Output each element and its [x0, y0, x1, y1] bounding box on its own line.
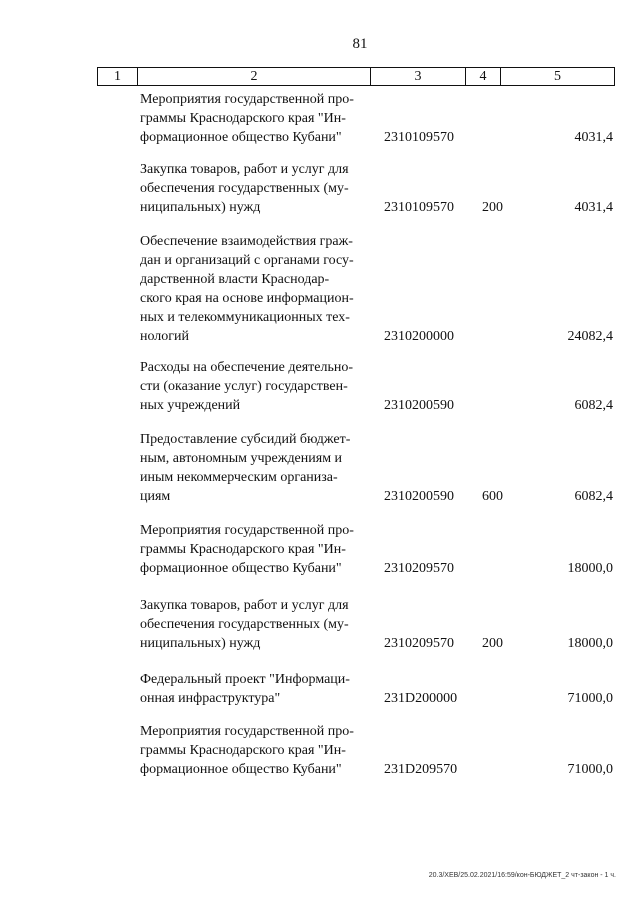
row-code: 2310109570 [384, 200, 454, 215]
row-name: Предоставление субсидий бюджет- ным, автономным учреждениям и иным некоммерческим организа- циям [140, 432, 351, 504]
header-col-2: 2 [138, 68, 371, 85]
row-code: 2310209570 [384, 636, 454, 651]
table-row [0, 596, 640, 653]
row-type: 200 [482, 636, 503, 651]
table-row [0, 232, 640, 346]
row-amount: 24082,4 [567, 329, 613, 344]
row-amount: 18000,0 [567, 561, 613, 576]
row-type: 200 [482, 200, 503, 215]
row-name: Закупка товаров, работ и услуг для обеспечения государственных (му- ниципальных) нужд [140, 162, 349, 215]
row-name: Мероприятия государственной про- граммы Краснодарского края "Ин- формационное общество Кубани" [140, 523, 354, 576]
row-name: Мероприятия государственной про- граммы Краснодарского края "Ин- формационное общество Кубани" [140, 92, 354, 145]
row-amount: 71000,0 [567, 762, 613, 777]
header-col-3: 3 [371, 68, 466, 85]
table-row [0, 90, 640, 147]
header-col-4: 4 [466, 68, 501, 85]
row-code: 2310200000 [384, 329, 454, 344]
row-amount: 71000,0 [567, 691, 613, 706]
table-row [0, 160, 640, 217]
table-row [0, 521, 640, 578]
table-row [0, 430, 640, 506]
row-amount: 18000,0 [567, 636, 613, 651]
page-number: 81 [352, 36, 368, 52]
row-amount: 6082,4 [574, 489, 613, 504]
row-code: 2310200590 [384, 489, 454, 504]
row-name: Расходы на обеспечение деятельно- сти (оказание услуг) государствен- ных учреждений [140, 360, 353, 413]
header-col-1: 1 [98, 68, 138, 85]
row-code: 231D209570 [384, 762, 458, 777]
table-header [97, 67, 615, 86]
row-code: 2310200590 [384, 398, 454, 413]
table-row [0, 722, 640, 779]
row-name: Мероприятия государственной про- граммы Краснодарского края "Ин- формационное общество Кубани" [140, 724, 354, 777]
table-row [0, 358, 640, 415]
row-code: 2310109570 [384, 130, 454, 145]
row-name: Закупка товаров, работ и услуг для обеспечения государственных (му- ниципальных) нужд [140, 598, 349, 651]
row-amount: 4031,4 [574, 130, 613, 145]
row-name: Федеральный проект "Информаци- онная инфраструктура" [140, 672, 350, 706]
row-code: 231D200000 [384, 691, 458, 706]
footer-stamp: 20.3/XEB/25.02.2021/16:59/кон-БЮДЖЕТ_2 чт-закон - 1 ч. [428, 872, 616, 879]
table-row [0, 670, 640, 708]
row-name: Обеспечение взаимодействия граж- дан и организаций с органами госу- дарственной власти Краснодар- ского края на основе информацион- ных и телекоммуникационных тех- нологий [140, 234, 354, 344]
header-col-5: 5 [554, 69, 561, 84]
row-type: 600 [482, 489, 503, 504]
row-amount: 6082,4 [574, 398, 613, 413]
row-code: 2310209570 [384, 561, 454, 576]
row-amount: 4031,4 [574, 200, 613, 215]
